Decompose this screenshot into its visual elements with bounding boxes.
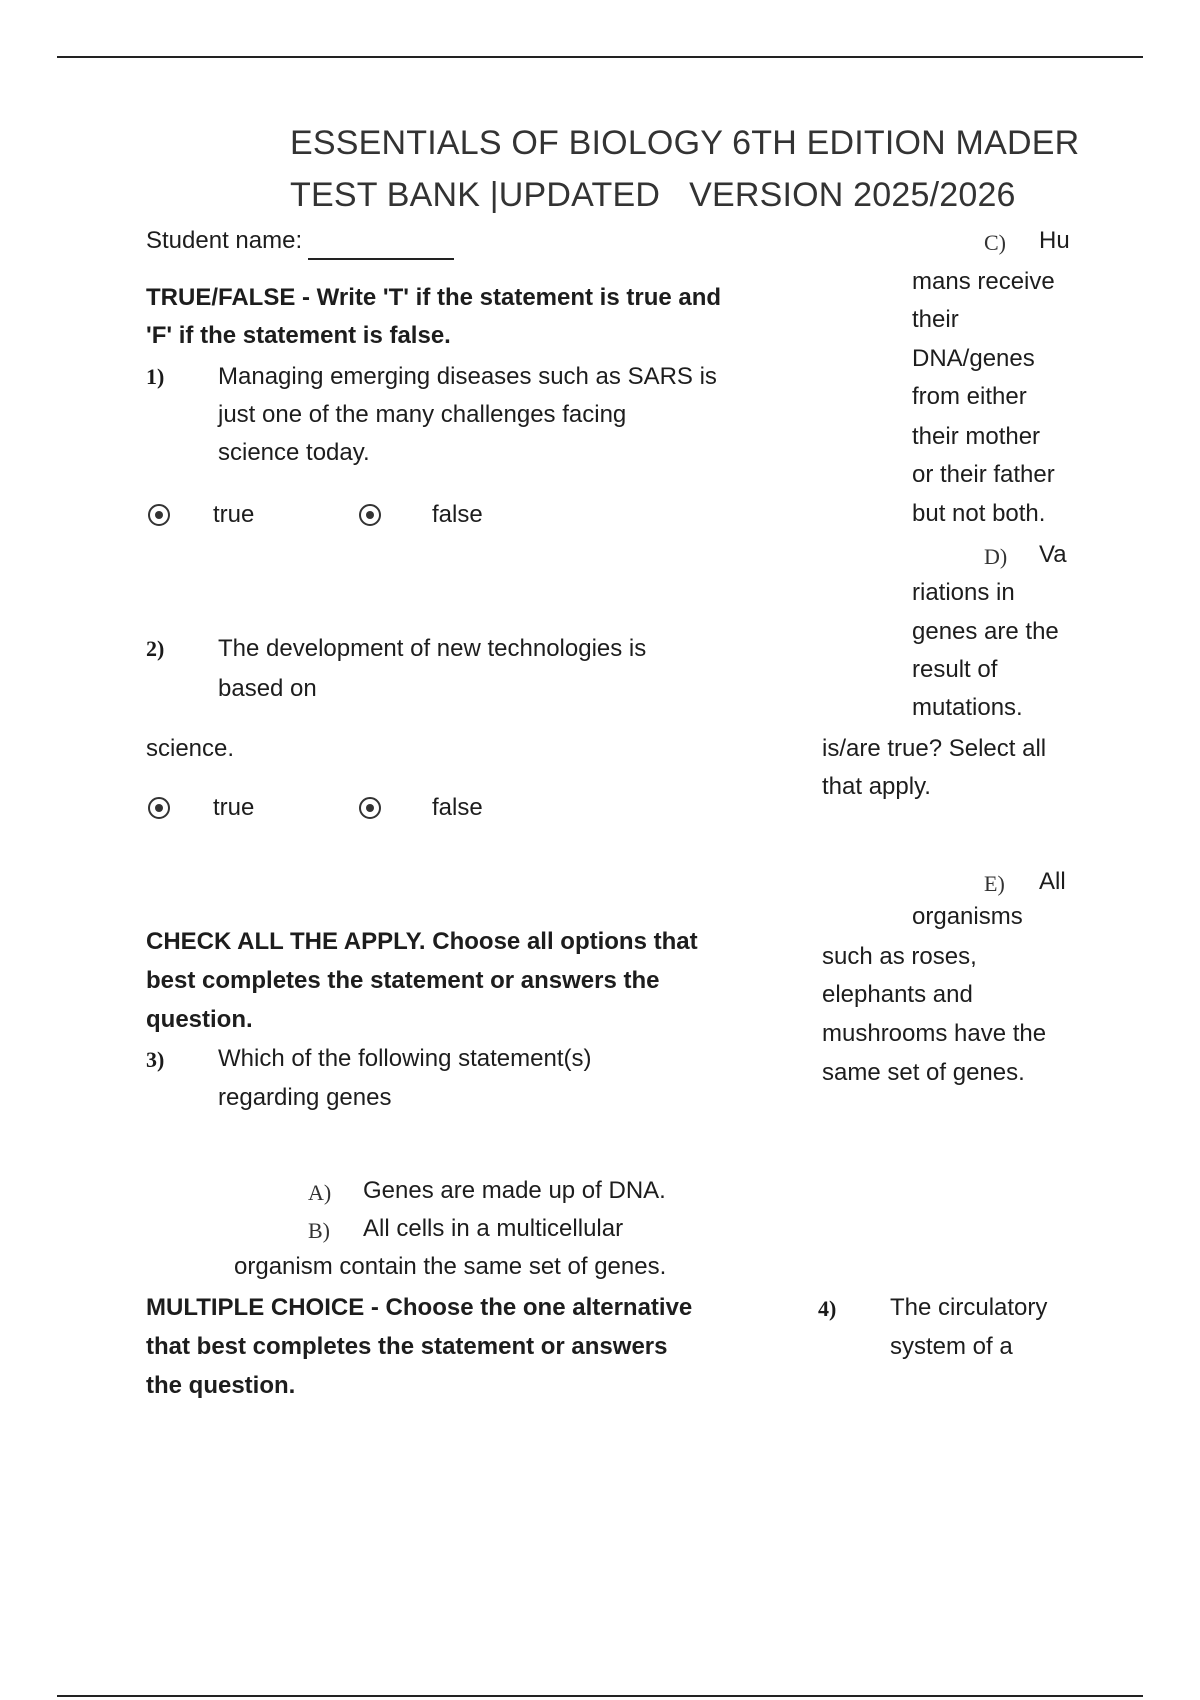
student-name-field[interactable]	[308, 232, 454, 260]
option-b-continuation: organism contain the same set of genes.	[234, 1253, 667, 1280]
student-name-row	[146, 222, 454, 260]
option-c-line-4: from either	[912, 383, 1027, 410]
multiple-choice-heading-line-3: the question.	[146, 1372, 296, 1399]
question-1-number: 1)	[146, 364, 165, 389]
student-name-label: Student name:	[146, 227, 303, 254]
question-2-line-2: based on	[218, 675, 317, 702]
question-2-false-label: false	[432, 794, 483, 821]
question-1-line-1: Managing emerging diseases such as SARS is	[218, 363, 717, 390]
question-4-line-1: The circulatory	[890, 1294, 1048, 1321]
option-e-first: All	[1039, 868, 1066, 895]
question-3-line-1: Which of the following statement(s)	[218, 1045, 592, 1072]
question-2-true-label: true	[213, 794, 255, 821]
option-d-letter: D)	[984, 544, 1008, 569]
document-title-line-2: TEST BANK |UPDATED VERSION 2025/2026	[290, 176, 1016, 214]
question-2-false-radio[interactable]	[359, 797, 381, 819]
question-1-line-3: science today.	[218, 439, 370, 466]
option-a-text: Genes are made up of DNA.	[363, 1177, 666, 1204]
question-1-line-2: just one of the many challenges facing	[218, 401, 627, 428]
check-all-heading-line-2: best completes the statement or answers the	[146, 967, 660, 994]
question-3-line-2: regarding genes	[218, 1084, 392, 1111]
question-4-number: 4)	[818, 1296, 837, 1321]
option-d-line-3: result of	[912, 656, 998, 683]
question-4-line-2: system of a	[890, 1333, 1013, 1360]
option-e-line-1: organisms	[912, 903, 1023, 930]
question-2-continuation: science.	[146, 735, 235, 762]
question-3-tail-line-1: is/are true? Select all	[822, 735, 1047, 762]
question-2-true-radio[interactable]	[148, 797, 170, 819]
question-1-true-radio[interactable]	[148, 504, 170, 526]
option-c-line-2: their	[912, 306, 959, 333]
multiple-choice-heading-line-2: that best completes the statement or answers	[146, 1333, 668, 1360]
true-false-heading-line-1: TRUE/FALSE - Write 'T' if the statement is true and	[146, 284, 722, 311]
question-1-true-label: true	[213, 501, 255, 528]
option-b-letter: B)	[308, 1218, 330, 1243]
check-all-heading-line-1: CHECK ALL THE APPLY. Choose all options that	[146, 928, 698, 955]
option-c-line-5: their mother	[912, 423, 1041, 450]
option-e-letter: E)	[984, 871, 1005, 896]
option-d-line-2: genes are the	[912, 618, 1059, 645]
option-d-line-4: mutations.	[912, 694, 1023, 721]
option-d-first: Va	[1039, 541, 1067, 568]
question-1-false-radio[interactable]	[359, 504, 381, 526]
bottom-rule	[57, 1695, 1143, 1697]
option-e-continuation-3: mushrooms have the	[822, 1020, 1047, 1047]
option-e-continuation-4: same set of genes.	[822, 1059, 1025, 1086]
check-all-heading-line-3: question.	[146, 1006, 253, 1033]
option-c-letter: C)	[984, 230, 1006, 255]
question-2-line-1: The development of new technologies is	[218, 635, 647, 662]
true-false-heading-line-2: 'F' if the statement is false.	[146, 322, 451, 349]
question-3-tail-line-2: that apply.	[822, 773, 931, 800]
option-e-continuation-2: elephants and	[822, 981, 973, 1008]
option-c-line-1: mans receive	[912, 268, 1055, 295]
option-a-letter: A)	[308, 1180, 332, 1205]
option-b-text: All cells in a multicellular	[363, 1215, 624, 1242]
question-1-false-label: false	[432, 501, 483, 528]
question-3-number: 3)	[146, 1047, 165, 1072]
option-c-line-6: or their father	[912, 461, 1055, 488]
top-rule	[57, 56, 1143, 58]
option-c-line-7: but not both.	[912, 500, 1046, 527]
question-2-number: 2)	[146, 636, 165, 661]
option-e-continuation-1: such as roses,	[822, 943, 977, 970]
multiple-choice-heading-line-1: MULTIPLE CHOICE - Choose the one alternative	[146, 1294, 693, 1321]
option-c-line-3: DNA/genes	[912, 345, 1035, 372]
option-d-line-1: riations in	[912, 579, 1015, 606]
document-title-line-1: ESSENTIALS OF BIOLOGY 6TH EDITION MADER	[290, 124, 1080, 162]
option-c-first: Hu	[1039, 227, 1070, 254]
